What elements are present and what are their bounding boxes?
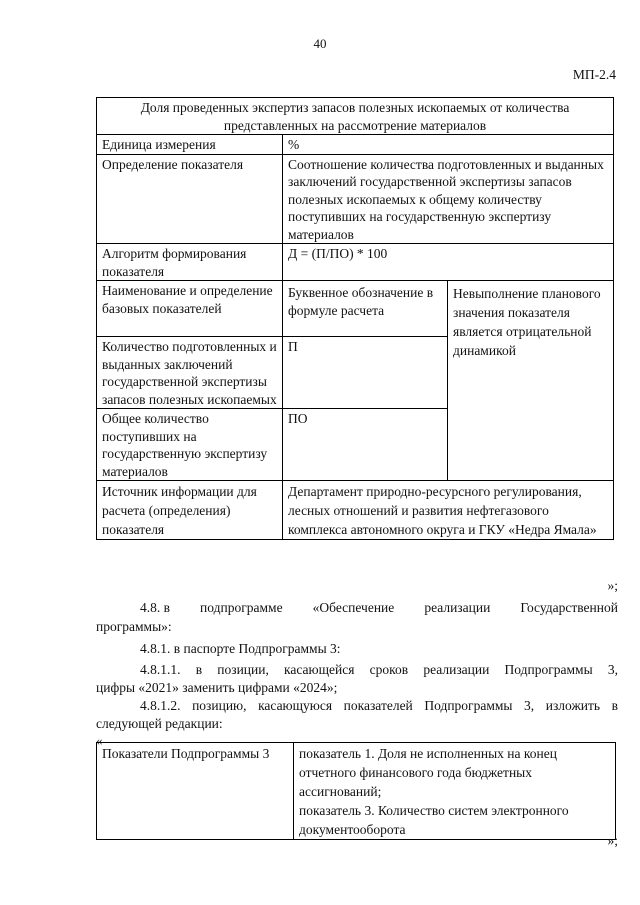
indicator-1: показатель 1. Доля не исполненных на конец отчетного финансового года бюджетных ассигнований; (299, 746, 557, 799)
algorithm-label: Алгоритм формирования показателя (97, 244, 283, 281)
document-reference: МП-2.4 (572, 67, 616, 82)
page-number: 40 (313, 36, 327, 51)
table-row (97, 281, 614, 337)
unit-label: Единица измерения (97, 135, 283, 155)
paragraph-word: «Обеспечение (312, 600, 395, 615)
paragraph-4-8-1: 4.8.1. в паспорте Подпрограммы 3: (140, 641, 341, 656)
table-row (97, 154, 614, 244)
po-designation: ПО (283, 409, 448, 481)
p-designation: П (283, 337, 448, 409)
definition-value: Соотношение количества подготовленных и выданных заключений государственной экспертизы запасов полезных ископаемых к общему количеству поступивших на государственную экспертизу материалов (283, 154, 614, 244)
table-row (97, 135, 614, 155)
dynamics-note: Невыполнение планового значения показателя является отрицательной динамикой (448, 281, 614, 481)
indicator-passport-table (96, 97, 614, 540)
indicators-label: Показатели Подпрограммы 3 (97, 743, 294, 840)
table-row (97, 743, 616, 840)
letter-designation-header: Буквенное обозначение в формуле расчета (283, 281, 448, 337)
unit-value: % (283, 135, 614, 155)
closing-quote-2: »; (607, 833, 618, 848)
closing-quote: »; (607, 578, 618, 593)
paragraph-4-8 (140, 599, 618, 617)
subprogram-indicators-table (96, 742, 616, 840)
paragraph-4-8-1-2-continuation: следующей редакции: (96, 716, 223, 731)
indicator-3: показатель 3. Количество систем электронного документооборота (299, 803, 569, 837)
paragraph-word: 4.8. в (140, 600, 170, 615)
base-indicators-label: Наименование и определение базовых показателей (97, 281, 283, 337)
table-row (97, 244, 614, 281)
paragraph-word: Государственной (520, 600, 618, 615)
table-row (97, 98, 614, 135)
source-label: Источник информации для расчета (определения) показателя (97, 481, 283, 540)
definition-label: Определение показателя (97, 154, 283, 244)
paragraph-4-8-1-2: 4.8.1.2. позицию, касающуюся показателей Подпрограммы 3, изложить в (140, 698, 618, 713)
paragraph-4-8-1-1-continuation: цифры «2021» заменить цифрами «2024»; (96, 680, 338, 695)
paragraph-word: реализации (424, 600, 491, 615)
source-value: Департамент природно-ресурсного регулирования, лесных отношений и развития нефтегазового комплекса автономного округа и ГКУ «Недра Ямала» (283, 481, 614, 540)
paragraph-4-8-continuation: программы»: (96, 619, 172, 634)
indicators-value (294, 743, 616, 840)
paragraph-4-8-1-1: 4.8.1.1. в позиции, касающейся сроков реализации Подпрограммы 3, (140, 662, 618, 677)
indicator-title: Доля проведенных экспертиз запасов полезных ископаемых от количества представленных на рассмотрение материалов (97, 98, 614, 135)
opening-quote: « (96, 733, 103, 748)
table-row (97, 481, 614, 540)
po-indicator-label: Общее количество поступивших на государственную экспертизу материалов (97, 409, 283, 481)
p-indicator-label: Количество подготовленных и выданных заключений государственной экспертизы запасов полезных ископаемых (97, 337, 283, 409)
algorithm-formula: Д = (П/ПО) * 100 (283, 244, 614, 281)
paragraph-word: подпрограмме (200, 600, 283, 615)
